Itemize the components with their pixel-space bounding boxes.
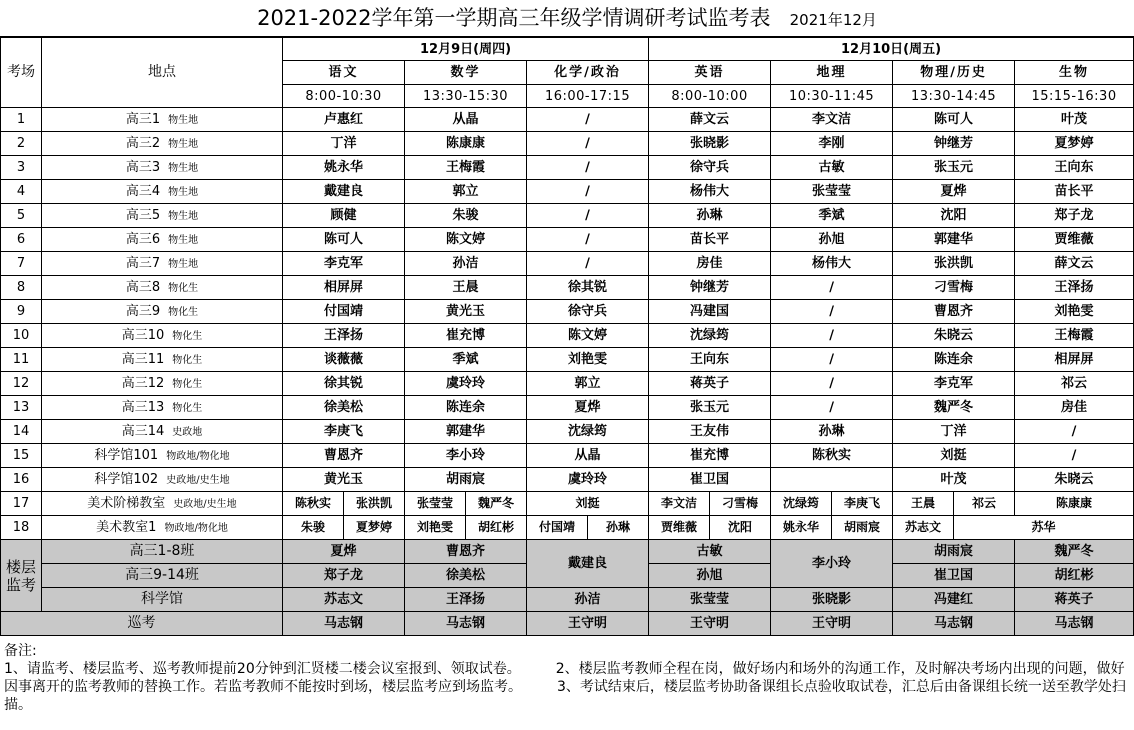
- location-name: 高三13: [121, 399, 165, 415]
- proctor-cell: 贾维薇: [1015, 228, 1134, 252]
- proctor-cell: 陈可人: [893, 108, 1015, 132]
- proctor-cell: 王晨: [893, 492, 954, 516]
- proctor-cell: 孙洁: [527, 588, 649, 612]
- proctor-cell: 王守明: [649, 612, 771, 636]
- proctor-cell: 刁雪梅: [710, 492, 771, 516]
- proctor-cell: 李小玲: [771, 540, 893, 588]
- proctor-cell: 张莹莹: [771, 180, 893, 204]
- proctor-cell: 张晓影: [649, 132, 771, 156]
- location-cell: [42, 276, 283, 300]
- proctor-cell: 姚永华: [771, 516, 832, 540]
- location-subjects: 史政地/史生地: [173, 498, 237, 510]
- header-room: 考场: [1, 38, 42, 108]
- location-subjects: 物化生: [168, 282, 199, 294]
- proctor-cell: 张洪凯: [344, 492, 405, 516]
- location-cell: [42, 204, 283, 228]
- floor-row: [1, 588, 1134, 612]
- room-number: 18: [1, 516, 42, 540]
- proctor-cell: 孙琳: [771, 420, 893, 444]
- proctor-cell: 陈文婷: [527, 324, 649, 348]
- location-cell: [42, 132, 283, 156]
- proctor-cell: 朱晓云: [893, 324, 1015, 348]
- proctor-cell: 张晓影: [771, 588, 893, 612]
- header-location: 地点: [42, 38, 283, 108]
- proctor-cell: 房佳: [1015, 396, 1134, 420]
- notes-text: 1、请监考、楼层监考、巡考教师提前20分钟到汇贤楼二楼会议室报到、领取试卷。 2、楼层监考教师全程在岗，做好场内和场外的沟通工作，及时解决考场内出现的问题，做好因事离开的监考教师的替换工作。若监考教师不能按时到场，楼层监考应到场监考。 3、考试结束后，楼层监考协助备课组长点验收取试卷，汇总后由备课组长统一送至教学处扫描。: [4, 661, 1126, 713]
- location-name: 高三12: [121, 375, 165, 391]
- location-name: 高三9: [125, 303, 161, 319]
- proctor-cell: 相屏屏: [283, 276, 405, 300]
- proctor-cell: 王泽扬: [283, 324, 405, 348]
- proctor-cell: 郑子龙: [283, 564, 405, 588]
- proctor-cell: [771, 468, 893, 492]
- proctor-cell: 姚永华: [283, 156, 405, 180]
- proctor-cell: 崔卫国: [649, 468, 771, 492]
- proctor-cell: 张莹莹: [649, 588, 771, 612]
- proctor-cell: 张玉元: [893, 156, 1015, 180]
- room-number: 10: [1, 324, 42, 348]
- location-name: 高三3: [125, 159, 161, 175]
- proctor-cell: 胡雨宸: [832, 516, 893, 540]
- proctor-cell: /: [1015, 420, 1134, 444]
- time-3: 16:00-17:15: [527, 85, 649, 108]
- proctor-cell: 沈绿筠: [527, 420, 649, 444]
- subject-2: 数学: [405, 61, 527, 85]
- proctor-cell: 李克军: [893, 372, 1015, 396]
- table-row: [1, 468, 1134, 492]
- proctor-cell: /: [771, 396, 893, 420]
- proctor-cell: 夏烨: [893, 180, 1015, 204]
- location-subjects: 物政地/物化地: [164, 522, 228, 534]
- proctor-cell: 曹恩齐: [405, 540, 527, 564]
- proctor-cell: /: [771, 324, 893, 348]
- proctor-cell: 徐守兵: [527, 300, 649, 324]
- proctor-cell: 薛文云: [1015, 252, 1134, 276]
- room-number: 11: [1, 348, 42, 372]
- location-subjects: 物化生: [172, 378, 203, 390]
- proctor-cell: /: [1015, 444, 1134, 468]
- proctor-cell: 夏梦婷: [344, 516, 405, 540]
- proctor-cell: 孙洁: [405, 252, 527, 276]
- header-day2: 12月10日(周五): [649, 38, 1134, 61]
- proctor-cell: 虞玲玲: [405, 372, 527, 396]
- proctor-cell: 钟继芳: [893, 132, 1015, 156]
- proctor-cell: 沈绿筠: [771, 492, 832, 516]
- location-name: 高三4: [125, 183, 161, 199]
- proctor-cell: 夏烨: [283, 540, 405, 564]
- proctor-cell: 房佳: [649, 252, 771, 276]
- proctor-cell: 朱晓云: [1015, 468, 1134, 492]
- time-2: 13:30-15:30: [405, 85, 527, 108]
- time-5: 10:30-11:45: [771, 85, 893, 108]
- proctor-cell: 杨伟大: [771, 252, 893, 276]
- proctor-cell: 王守明: [527, 612, 649, 636]
- proctor-cell: 叶茂: [1015, 108, 1134, 132]
- room-number: 15: [1, 444, 42, 468]
- schedule-table: [0, 37, 1134, 636]
- location-cell: [42, 396, 283, 420]
- room-number: 8: [1, 276, 42, 300]
- proctor-cell: 刘艳雯: [527, 348, 649, 372]
- table-row: [1, 276, 1134, 300]
- location-name: 科学馆101: [94, 447, 159, 463]
- subject-4: 英语: [649, 61, 771, 85]
- location-cell: [42, 180, 283, 204]
- proctor-cell: /: [527, 180, 649, 204]
- location-subjects: 物生地: [168, 186, 199, 198]
- proctor-cell: 夏梦婷: [1015, 132, 1134, 156]
- proctor-cell: 崔充博: [649, 444, 771, 468]
- location-cell: [42, 324, 283, 348]
- proctor-cell: 曹恩齐: [283, 444, 405, 468]
- proctor-cell: 李小玲: [405, 444, 527, 468]
- proctor-cell: 王守明: [771, 612, 893, 636]
- room-number: 5: [1, 204, 42, 228]
- room-number: 2: [1, 132, 42, 156]
- location-name: 高三2: [125, 135, 161, 151]
- proctor-cell: 胡红彬: [466, 516, 527, 540]
- floor-place: 高三9-14班: [42, 564, 283, 588]
- proctor-cell: 黄光玉: [283, 468, 405, 492]
- proctor-cell: 郭立: [527, 372, 649, 396]
- location-name: 科学馆102: [94, 471, 159, 487]
- room-number: 16: [1, 468, 42, 492]
- location-subjects: 物化生: [172, 402, 203, 414]
- table-row: [1, 204, 1134, 228]
- location-subjects: 物化生: [168, 306, 199, 318]
- location-cell: [42, 252, 283, 276]
- location-name: 高三11: [121, 351, 165, 367]
- proctor-cell: 郭建华: [405, 420, 527, 444]
- proctor-cell: 刘艳雯: [1015, 300, 1134, 324]
- proctor-cell: 陈康康: [1015, 492, 1134, 516]
- location-cell: [42, 108, 283, 132]
- room-number: 9: [1, 300, 42, 324]
- proctor-cell: 刘挺: [527, 492, 649, 516]
- proctor-cell: 王泽扬: [1015, 276, 1134, 300]
- location-cell: [42, 156, 283, 180]
- proctor-cell: 黄光玉: [405, 300, 527, 324]
- title-bar: [0, 0, 1134, 37]
- location-cell: [42, 372, 283, 396]
- location-subjects: 史政地/史生地: [166, 474, 230, 486]
- proctor-cell: 从晶: [405, 108, 527, 132]
- location-name: 美术教室1: [96, 519, 157, 535]
- subject-7: 生物: [1015, 61, 1134, 85]
- notes-title: 备注:: [4, 643, 37, 659]
- proctor-cell: 张玉元: [649, 396, 771, 420]
- proctor-cell: 陈秋实: [771, 444, 893, 468]
- proctor-cell: 王晨: [405, 276, 527, 300]
- proctor-cell: 徐美松: [283, 396, 405, 420]
- proctor-cell: 孙琳: [588, 516, 649, 540]
- location-subjects: 物化生: [172, 330, 203, 342]
- location-name: 高三5: [125, 207, 161, 223]
- subject-3: 化学/政治: [527, 61, 649, 85]
- proctor-cell: 陈可人: [283, 228, 405, 252]
- table-row: [1, 228, 1134, 252]
- location-cell: [42, 228, 283, 252]
- time-1: 8:00-10:30: [283, 85, 405, 108]
- table-row: [1, 156, 1134, 180]
- proctor-cell: 刁雪梅: [893, 276, 1015, 300]
- proctor-cell: 苗长平: [1015, 180, 1134, 204]
- proctor-cell: 贾维薇: [649, 516, 710, 540]
- proctor-cell: 王友伟: [649, 420, 771, 444]
- page-subtitle: 2021年12月: [789, 11, 877, 29]
- floor-place: 高三1-8班: [42, 540, 283, 564]
- proctor-cell: /: [771, 348, 893, 372]
- notes: [0, 636, 1134, 714]
- location-name: 美术阶梯教室: [87, 495, 166, 511]
- proctor-cell: 沈绿筠: [649, 324, 771, 348]
- room-number: 3: [1, 156, 42, 180]
- location-subjects: 物生地: [168, 162, 199, 174]
- proctor-cell: 朱骏: [405, 204, 527, 228]
- table-row: [1, 396, 1134, 420]
- location-name: 高三10: [121, 327, 165, 343]
- proctor-cell: 孙旭: [771, 228, 893, 252]
- location-name: 高三6: [125, 231, 161, 247]
- proctor-cell: 刘艳雯: [405, 516, 466, 540]
- proctor-cell: 徐其锐: [527, 276, 649, 300]
- proctor-cell: 李文洁: [771, 108, 893, 132]
- location-subjects: 物生地: [168, 114, 199, 126]
- location-subjects: 史政地: [172, 426, 203, 438]
- proctor-cell: 夏烨: [527, 396, 649, 420]
- proctor-cell: 朱骏: [283, 516, 344, 540]
- table-row: [1, 180, 1134, 204]
- proctor-cell: 季斌: [405, 348, 527, 372]
- table-row: [1, 516, 1134, 540]
- room-number: 7: [1, 252, 42, 276]
- room-number: 17: [1, 492, 42, 516]
- proctor-cell: 冯建国: [649, 300, 771, 324]
- table-row: [1, 252, 1134, 276]
- proctor-cell: 钟继芳: [649, 276, 771, 300]
- floor-place: 科学馆: [42, 588, 283, 612]
- location-cell: [42, 348, 283, 372]
- time-7: 15:15-16:30: [1015, 85, 1134, 108]
- proctor-cell: /: [527, 204, 649, 228]
- proctor-cell: 胡雨宸: [893, 540, 1015, 564]
- location-subjects: 物生地: [168, 138, 199, 150]
- location-name: 高三14: [121, 423, 165, 439]
- proctor-cell: 李刚: [771, 132, 893, 156]
- location-cell: [42, 492, 283, 516]
- proctor-cell: /: [527, 108, 649, 132]
- table-row: [1, 420, 1134, 444]
- patrol-label: 巡考: [1, 612, 283, 636]
- location-subjects: 物生地: [168, 210, 199, 222]
- proctor-cell: 季斌: [771, 204, 893, 228]
- location-subjects: 物化生: [172, 354, 203, 366]
- proctor-cell: 孙琳: [649, 204, 771, 228]
- proctor-cell: 祁云: [1015, 372, 1134, 396]
- proctor-cell: 蒋英子: [649, 372, 771, 396]
- proctor-cell: 魏严冬: [893, 396, 1015, 420]
- proctor-cell: 李文洁: [649, 492, 710, 516]
- location-subjects: 物生地: [168, 258, 199, 270]
- location-cell: [42, 444, 283, 468]
- proctor-cell: 陈康康: [405, 132, 527, 156]
- proctor-cell: 郑子龙: [1015, 204, 1134, 228]
- proctor-cell: 顾健: [283, 204, 405, 228]
- proctor-cell: 王梅霞: [405, 156, 527, 180]
- proctor-cell: 马志钢: [405, 612, 527, 636]
- room-number: 14: [1, 420, 42, 444]
- table-row: [1, 300, 1134, 324]
- proctor-cell: 苏志文: [893, 516, 954, 540]
- proctor-cell: /: [527, 132, 649, 156]
- proctor-cell: 祁云: [954, 492, 1015, 516]
- proctor-cell: 苗长平: [649, 228, 771, 252]
- subject-5: 地理: [771, 61, 893, 85]
- proctor-cell: 李庚飞: [283, 420, 405, 444]
- proctor-cell: 卢惠红: [283, 108, 405, 132]
- proctor-cell: 魏严冬: [466, 492, 527, 516]
- proctor-cell: 徐其锐: [283, 372, 405, 396]
- proctor-cell: 付国靖: [283, 300, 405, 324]
- proctor-cell: 沈阳: [710, 516, 771, 540]
- proctor-cell: 郭建华: [893, 228, 1015, 252]
- proctor-cell: 苏华: [954, 516, 1134, 540]
- proctor-cell: 叶茂: [893, 468, 1015, 492]
- proctor-cell: 李庚飞: [832, 492, 893, 516]
- proctor-cell: 冯建红: [893, 588, 1015, 612]
- proctor-cell: 杨伟大: [649, 180, 771, 204]
- proctor-cell: 孙旭: [649, 564, 771, 588]
- proctor-cell: 丁洋: [893, 420, 1015, 444]
- proctor-cell: /: [771, 276, 893, 300]
- proctor-cell: 陈连余: [405, 396, 527, 420]
- table-row: [1, 348, 1134, 372]
- proctor-cell: 王向东: [1015, 156, 1134, 180]
- proctor-cell: 蒋英子: [1015, 588, 1134, 612]
- proctor-cell: 刘挺: [893, 444, 1015, 468]
- floor-label: 楼层监考: [1, 540, 42, 612]
- subject-1: 语文: [283, 61, 405, 85]
- proctor-cell: 崔卫国: [893, 564, 1015, 588]
- location-subjects: 物生地: [168, 234, 199, 246]
- table-row: [1, 324, 1134, 348]
- time-4: 8:00-10:00: [649, 85, 771, 108]
- proctor-cell: 王泽扬: [405, 588, 527, 612]
- proctor-cell: 张莹莹: [405, 492, 466, 516]
- proctor-cell: 马志钢: [893, 612, 1015, 636]
- proctor-cell: 曹恩齐: [893, 300, 1015, 324]
- table-row: [1, 132, 1134, 156]
- table-row: [1, 108, 1134, 132]
- location-cell: [42, 468, 283, 492]
- proctor-cell: 王梅霞: [1015, 324, 1134, 348]
- proctor-cell: /: [527, 156, 649, 180]
- location-cell: [42, 516, 283, 540]
- table-row: [1, 444, 1134, 468]
- header-day1: 12月9日(周四): [283, 38, 649, 61]
- location-name: 高三8: [125, 279, 161, 295]
- proctor-cell: 付国靖: [527, 516, 588, 540]
- proctor-cell: /: [527, 228, 649, 252]
- proctor-cell: 崔充博: [405, 324, 527, 348]
- proctor-cell: 魏严冬: [1015, 540, 1134, 564]
- proctor-cell: 王向东: [649, 348, 771, 372]
- proctor-cell: /: [771, 372, 893, 396]
- proctor-cell: 戴建良: [283, 180, 405, 204]
- table-row: [1, 492, 1134, 516]
- room-number: 12: [1, 372, 42, 396]
- proctor-cell: 从晶: [527, 444, 649, 468]
- location-name: 高三7: [125, 255, 161, 271]
- proctor-cell: 陈连余: [893, 348, 1015, 372]
- proctor-cell: 古敏: [771, 156, 893, 180]
- proctor-cell: 徐守兵: [649, 156, 771, 180]
- location-cell: [42, 420, 283, 444]
- proctor-cell: 徐美松: [405, 564, 527, 588]
- proctor-cell: 胡雨宸: [405, 468, 527, 492]
- proctor-cell: 陈秋实: [283, 492, 344, 516]
- proctor-cell: 苏志文: [283, 588, 405, 612]
- proctor-cell: 胡红彬: [1015, 564, 1134, 588]
- proctor-cell: 沈阳: [893, 204, 1015, 228]
- time-6: 13:30-14:45: [893, 85, 1015, 108]
- proctor-cell: 虞玲玲: [527, 468, 649, 492]
- proctor-cell: 张洪凯: [893, 252, 1015, 276]
- proctor-cell: 马志钢: [283, 612, 405, 636]
- proctor-cell: 薛文云: [649, 108, 771, 132]
- proctor-cell: 相屏屏: [1015, 348, 1134, 372]
- room-number: 1: [1, 108, 42, 132]
- room-number: 13: [1, 396, 42, 420]
- proctor-cell: 郭立: [405, 180, 527, 204]
- proctor-cell: /: [527, 252, 649, 276]
- subject-6: 物理/历史: [893, 61, 1015, 85]
- proctor-cell: 李克军: [283, 252, 405, 276]
- location-name: 高三1: [125, 111, 161, 127]
- proctor-cell: 丁洋: [283, 132, 405, 156]
- table-row: [1, 372, 1134, 396]
- location-cell: [42, 300, 283, 324]
- proctor-cell: 古敏: [649, 540, 771, 564]
- proctor-cell: 马志钢: [1015, 612, 1134, 636]
- proctor-cell: 谈薇薇: [283, 348, 405, 372]
- patrol-row: [1, 612, 1134, 636]
- location-subjects: 物政地/物化地: [166, 450, 230, 462]
- page-title: 2021-2022学年第一学期高三年级学情调研考试监考表: [257, 6, 771, 30]
- proctor-cell: 戴建良: [527, 540, 649, 588]
- proctor-cell: 陈文婷: [405, 228, 527, 252]
- floor-row: [1, 540, 1134, 564]
- room-number: 6: [1, 228, 42, 252]
- room-number: 4: [1, 180, 42, 204]
- proctor-cell: /: [771, 300, 893, 324]
